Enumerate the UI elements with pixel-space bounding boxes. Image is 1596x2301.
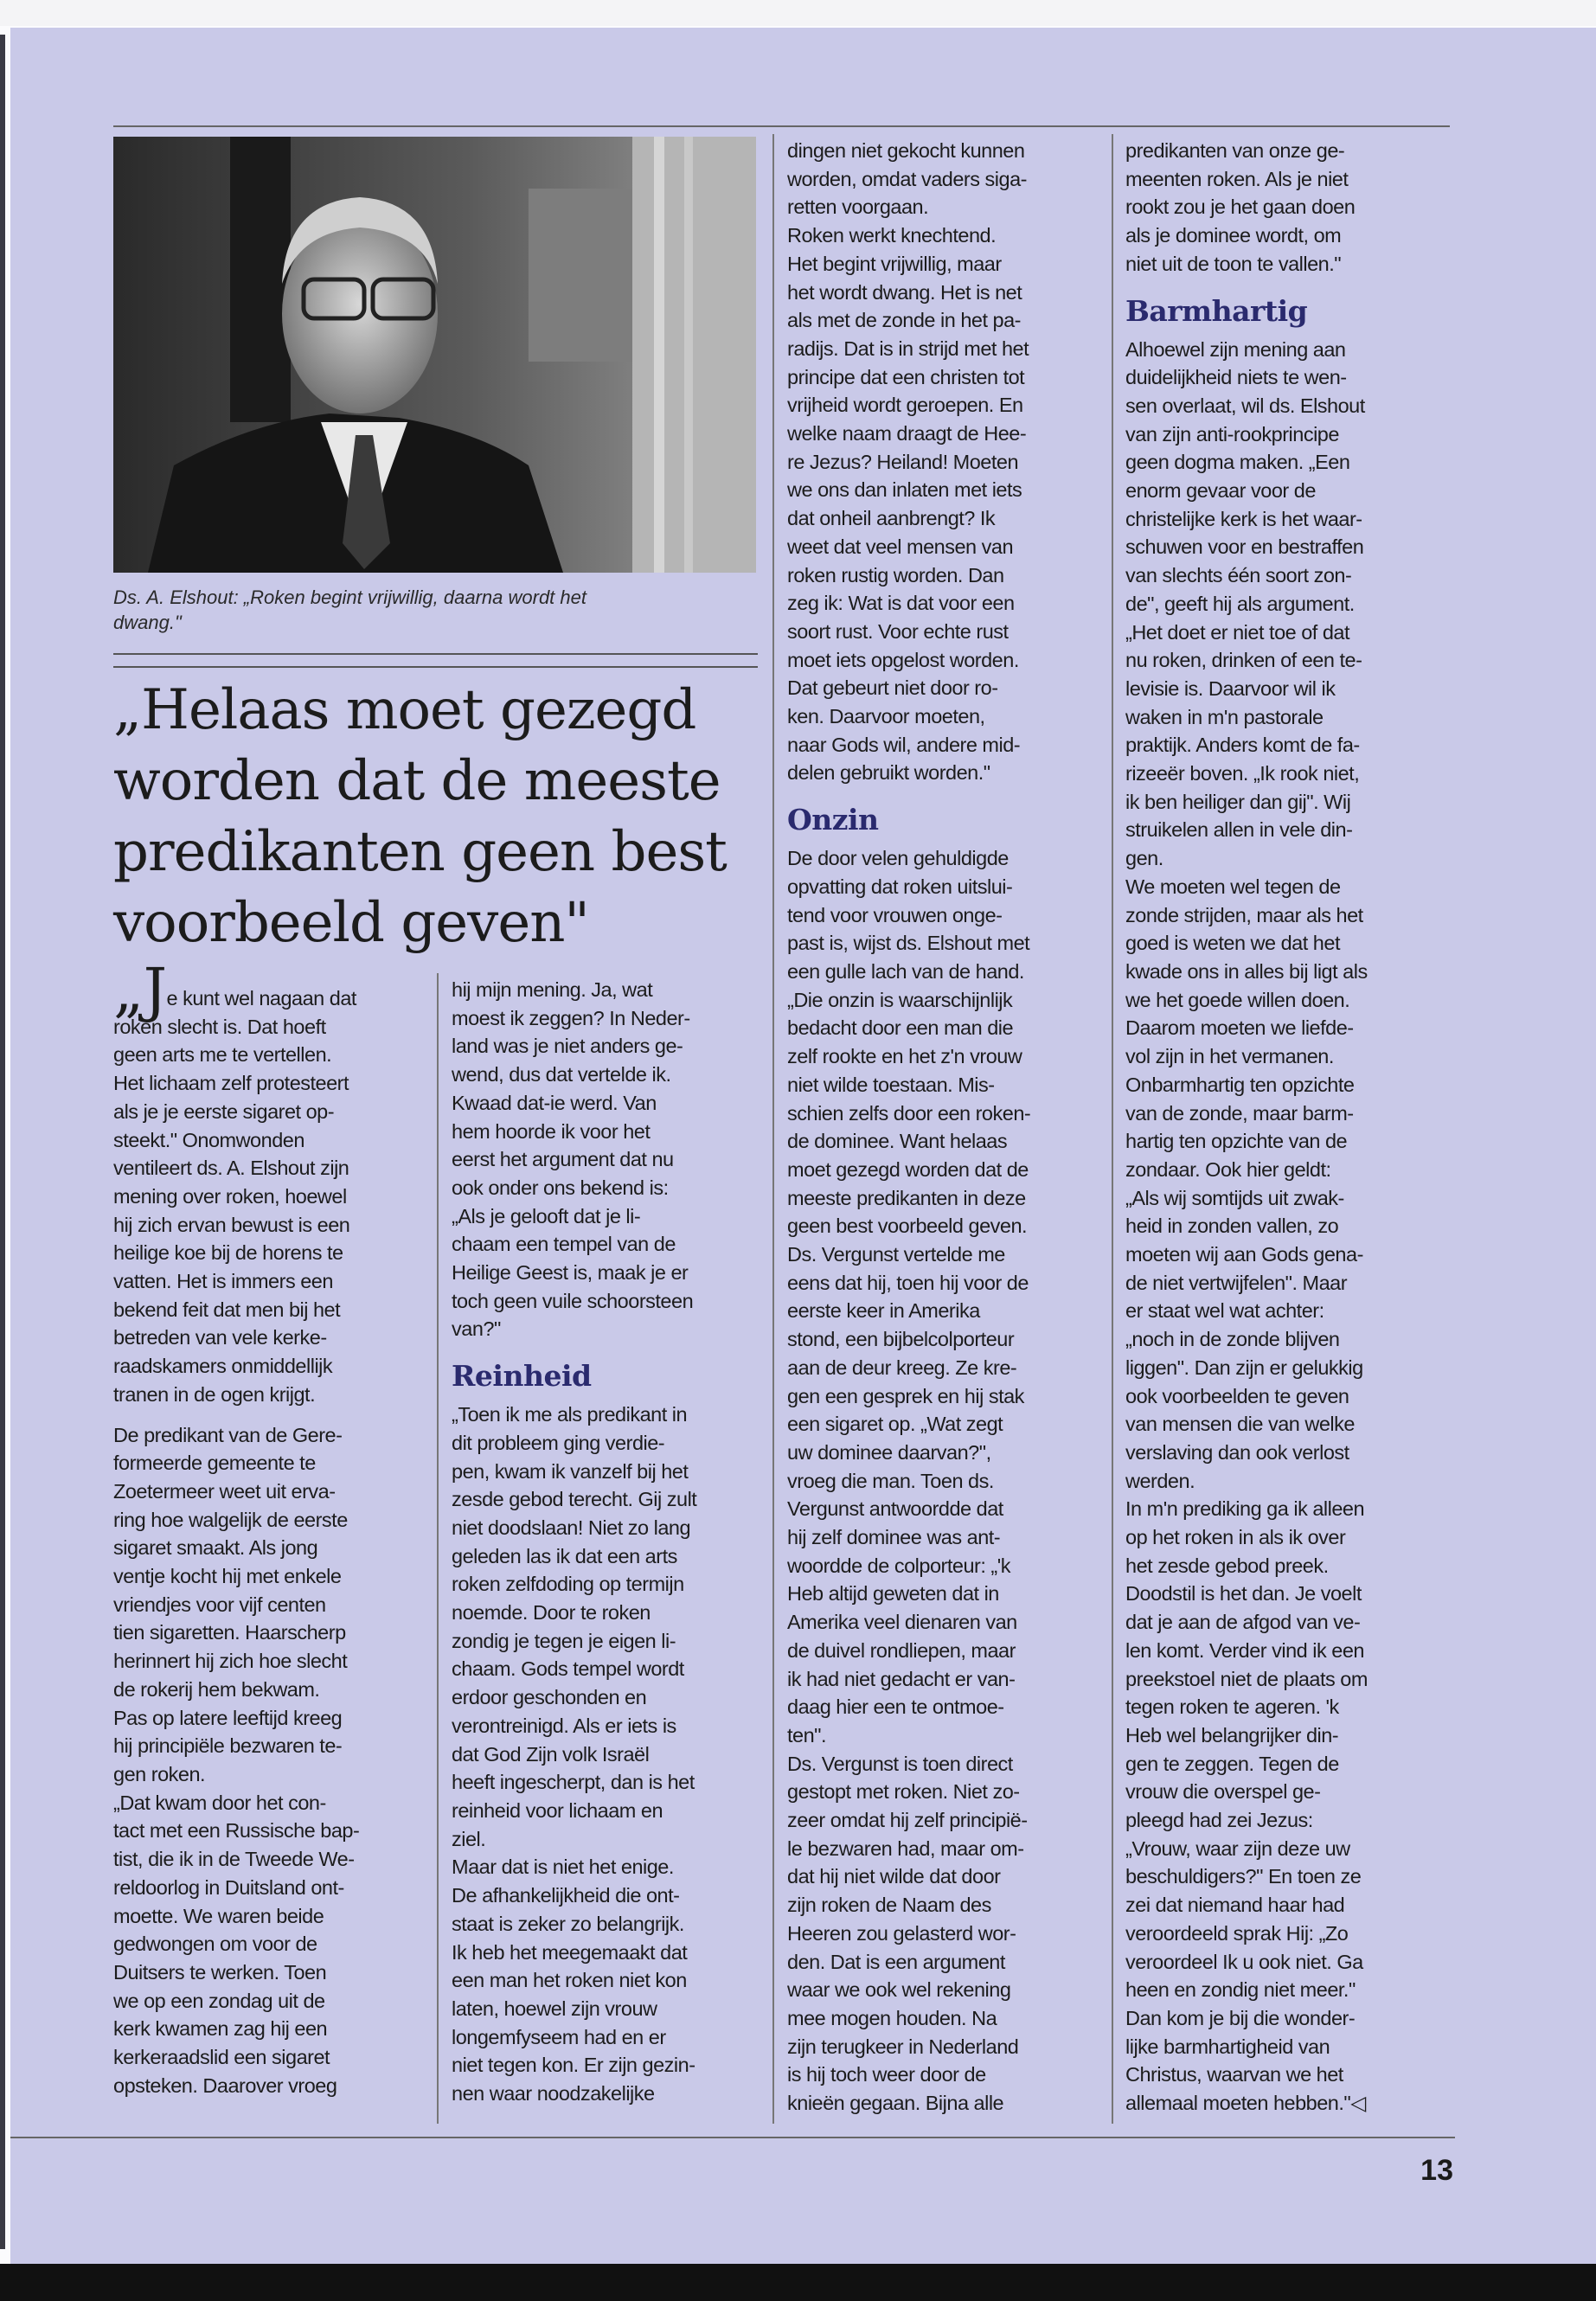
article-column-2 [452,976,766,2108]
paragraph: „Toen ik me als predikant in dit probleem ging verdie- pen, kwam ik vanzelf bij het zesde gebod terecht. Gij zult niet doodslaan! Niet zo lang geleden las ik dat een arts roken zelfdoding op termijn noemde. Door te roken zondig je tegen je eigen li- chaam. Gods tempel wordt erdoor geschonden en verontreinigd. Als er iets is dat God Zijn volk Israël heeft ingescherpt, dan is het reinheid voor lichaam en ziel. Maar dat is niet het enige. De afhankelijkheid die ont- staat is zeker zo belangrijk. Ik heb het meegemaakt dat een man het roken niet kon laten, hoewel zijn vrouw longemfyseem had en er niet tegen kon. Er zijn gezin- nen waar noodzakelijke [452,1403,697,2106]
scan-bottom-bar [0,2264,1596,2301]
page-number: 13 [1420,2154,1453,2187]
paragraph: De predikant van de Gere- formeerde gemeente te Zoetermeer weet uit erva- ring hoe walgelijk de eerste sigaret smaakt. Als jong ventje kocht hij met enkele vriendjes voor vijf centen tien sigaretten. Haarscherp herinnert hij zich hoe slecht de rokerij hem bekwam. Pas op latere leeftijd kreeg hij principiële bezwaren te- gen roken. „Dat kwam door het con- tact met een Russische bap- tist, die ik in de Tweede We- reldoorlog in Duitsland ont- moette. We waren beide gedwongen om voor de Duitsers te werken. Toen we op een zondag uit de kerk kwamen zag hij een kerkeraadslid een sigaret opsteken. Daarover vroeg [113,1423,360,2097]
paragraph: Alhoewel zijn mening aan duidelijkheid niets te wen- sen overlaat, wil ds. Elshout van zijn anti-rookprincipe geen dogma maken. „Een enorm gevaar voor de christelijke kerk is het waar- schuwen voor en bestraffen van slechts één soort zon- de", geeft hij als argument. „Het doet er niet toe of dat nu roken, drinken of een te- levisie is. Daarvoor wil ik waken in m'n pastorale praktijk. Anders komt de fa- rizeeër boven. „Ik rook niet, ik ben heiliger dan gij". Wij struikelen allen in vele din- gen. We moeten wel tegen de zonde strijden, maar als het goed is weten we dat het kwade ons in alles bij ligt als we het goede willen doen. Daarom moeten we liefde- vol zijn in het vermanen. Onbarmhartig ten opzichte van de zonde, maar barm- hartig ten opzichte van de zondaar. Ook hier geldt: „Als wij somtijds uit zwak- heid in zonden vallen, zo moeten wij aan Gods gena- de niet vertwijfelen". Maar er staat wel wat achter: „noch in de zonde blijven liggen". Dan zijn er gelukkig ook voorbeelden te geven van mensen die van welke verslaving dan ook verlost werden. In m'n prediking ga ik alleen op het roken in als ik over het zesde gebod preek. Doodstil is het dan. Je voelt dat je aan de afgod van ve- len komt. Verder vind ik een preekstoel niet de plaats om tegen roken te ageren. 'k Heb wel belangrijker din- gen te zeggen. Tegen de vrouw die overspel ge- pleegd had zei Jezus: „Vrouw, waar zijn deze uw beschuldigers?" En toen ze zei dat niemand haar had veroordeeld sprak Hij: „Zo veroordeel Ik u ook niet. Ga heen en zondig niet meer." Dan kom je bij die wonder- lijke barmhartigheid van Christus, waarvan we het allemaal moeten hebben."◁ [1125,337,1368,2115]
subheading-onzin: Onzin [787,803,879,837]
article-column-1 [113,957,432,2099]
portrait-photo [113,137,756,573]
top-rule [113,125,1450,127]
column-rule-2 [772,134,774,2124]
scan-margin-top [0,0,1596,26]
headline-rule [113,666,758,668]
column-rule-1 [437,973,439,2124]
drop-cap: „J [113,957,167,1025]
subheading-barmhartig: Barmhartig [1125,293,1308,328]
paragraph: hij mijn mening. Ja, wat moest ik zeggen? In Neder- land was je niet anders ge- wend, dus dat vertelde ik. Kwaad dat-ie werd. Van hem hoorde ik voor het eerst het argument dat nu ook onder ons bekend is: „Als je gelooft dat je li- chaam een tempel van de Heilige Geest is, maak je er toch geen vuile schoorsteen van?" [452,978,694,1341]
portrait-photo-icon [113,137,756,573]
article-column-3 [787,137,1107,2118]
paragraph: De door velen gehuldigde opvatting dat roken uitslui- tend voor vrouwen onge- past is, wijst ds. Elshout met een gulle lach van de hand. „Die onzin is waarschijnlijk bedacht door een man die zelf rookte en het z'n vrouw niet wilde toestaan. Mis- schien zelfs door een roken- de dominee. Want helaas moet gezegd worden dat de meeste predikanten in deze geen best voorbeeld geven. Ds. Vergunst vertelde me eens dat hij, toen hij voor de eerste keer in Amerika stond, een bijbelcolporteur aan de deur kreeg. Ze kre- gen een gesprek en hij stak een sigaret op. „Wat zegt uw dominee daarvan?", vroeg die man. Toen ds. Vergunst antwoordde dat hij zelf dominee was ant- woordde de colporteur: „'k Heb altijd geweten dat in Amerika veel dienaren van de duivel rondliepen, maar ik had niet gedacht er van- daag hier een te ontmoe- ten". Ds. Vergunst is toen direct gestopt met roken. Niet zo- zeer omdat hij zelf principië- le bezwaren had, maar om- dat hij niet wilde dat door zijn roken de Naam des Heeren zou gelasterd wor- den. Dat is een argument waar we ook wel rekening mee mogen houden. Na zijn terugkeer in Nederland is hij toch weer door de knieën gegaan. Bijna alle [787,847,1031,2115]
subheading-reinheid: Reinheid [452,1359,592,1394]
caption-rule [113,653,758,655]
paragraph: predikanten van onze ge- meenten roken. Als je niet rookt zou je het gaan doen als je dominee wordt, om niet uit de toon te vallen." [1125,139,1356,275]
article-headline: „Helaas moet gezegd worden dat de meeste predikanten geen best voorbeeld geven" [113,678,727,955]
paragraph-text: e kunt wel nagaan dat roken slecht is. Dat hoeft geen arts me te vertellen. Het lichaam zelf protesteert als je je eerste sigaret op- steekt." Onomwonden ventileert ds. A. Elshout zijn mening over roken, hoewel hij zich ervan bewust is een heilige koe bij de horens te vatten. Het is immers een bekend feit dat men bij het betreden van vele kerke- raadskamers onmiddellijk tranen in de ogen krijgt. [113,987,356,1406]
article-column-4 [1125,137,1449,2118]
column-rule-3 [1112,134,1113,2124]
photo-caption: Ds. A. Elshout: „Roken begint vrijwillig, daarna wordt het dwang." [113,586,586,633]
scan-left-edge [0,35,5,2249]
paragraph: dingen niet gekocht kunnen worden, omdat vaders siga- retten voorgaan. Roken werkt knechtend. Het begint vrijwillig, maar het wordt dwang. Het is net als met de zonde in het pa- radijs. Dat is in strijd met het principe dat een christen tot vrijheid wordt geroepen. En welke naam draagt de Hee- re Jezus? Heiland! Moeten we ons dan inlaten met iets dat onheil aanbrengt? Ik weet dat veel mensen van roken rustig worden. Dan zeg ik: Wat is dat voor een soort rust. Voor echte rust moet iets opgelost worden. Dat gebeurt niet door ro- ken. Daarvoor moeten, naar Gods wil, andere mid- delen gebruikt worden." [787,139,1029,785]
paragraph [113,957,432,1409]
bottom-rule [10,2137,1455,2138]
